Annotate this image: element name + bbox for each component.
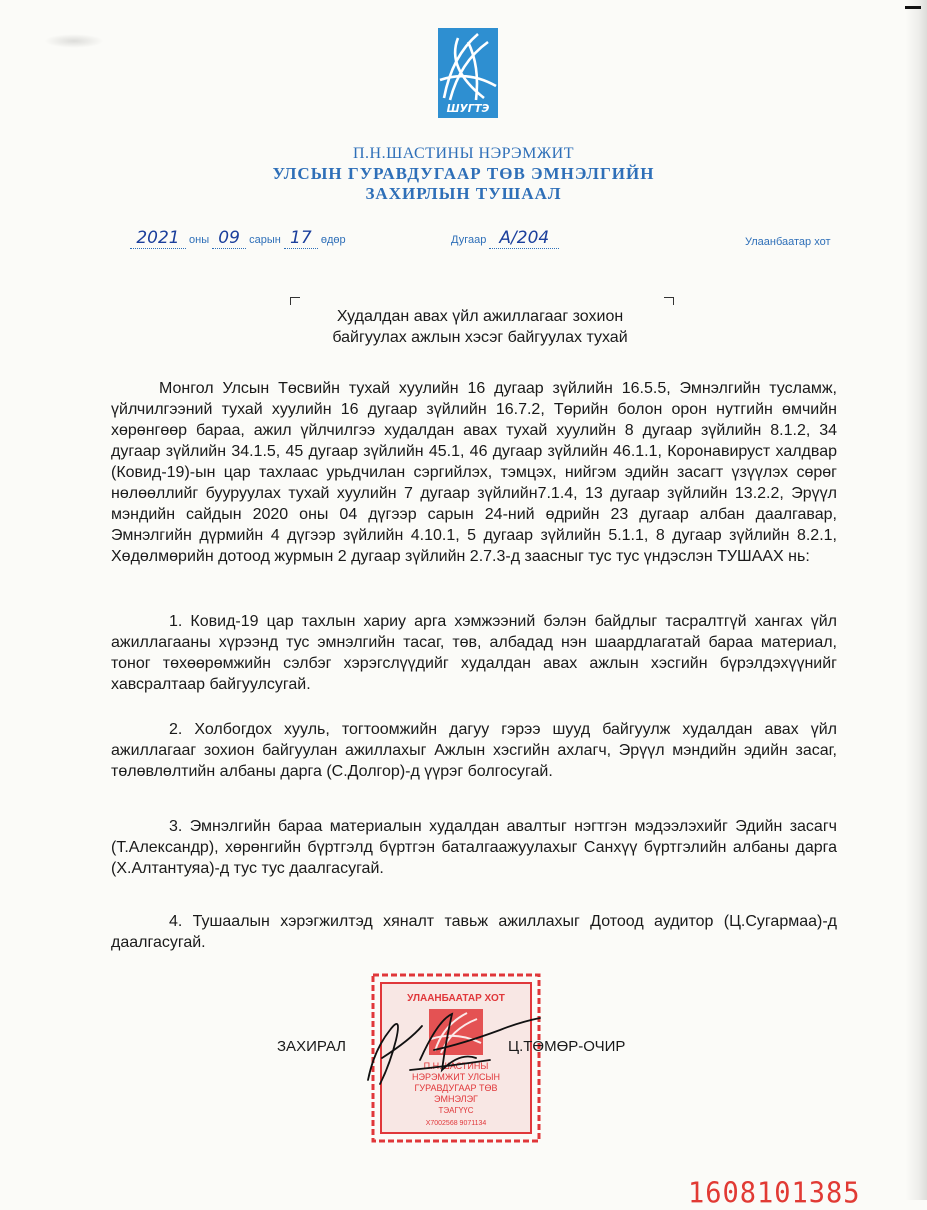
document-title: [300, 306, 660, 348]
header-line3: ЗАХИРЛЫН ТУШААЛ: [365, 184, 562, 203]
scan-smudge: [44, 34, 104, 48]
date-year-label: оны: [189, 234, 210, 246]
stamp-line2: НЭРЭМЖИТ УЛСЫН: [411, 1072, 501, 1082]
header-line2: УЛСЫН ГУРАВДУГААР ТӨВ ЭМНЭЛГИЙН: [272, 164, 655, 183]
date-block: [130, 228, 349, 249]
stamp-line5: ТЭАГҮҮС: [438, 1106, 474, 1115]
handwritten-signature: [350, 1000, 550, 1090]
order-item-1: 1. Ковид-19 цар тахлын хариу арга хэмжээний бэлэн байдлыг тасралтгүй хангах үйл ажиллагааны хүрээнд тус эмнэлгийн тасаг, төв, албадад нэн шаардлагатай бараа материал, тоног төхөөрөмжийн сэлбэг хэрэгслүүдийг худалдан авах ажлын хэсгийн бүрэлдэхүүнийг хавсралтаар байгуулсугай.: [111, 613, 837, 693]
signatory-name: Ц.ТӨМӨР-ОЧИР: [508, 1038, 626, 1055]
title-bracket-right: [664, 297, 674, 305]
order-number: А/204: [489, 228, 559, 249]
order-item-3: 3. Эмнэлгийн бараа материалын худалдан авалтыг нэгтгэн мэдээлэхийг Эдийн засагч (Т.Александр), хөрөнгийн бүртгэлд бүртгэн баталгаажуулахыг Санхүү бүртгэлийн албаны дарга (Х.Алтантуяа)-д тус тус даалгасугай.: [111, 818, 837, 877]
preamble-paragraph: Монгол Улсын Төсвийн тухай хуулийн 16 дугаар зүйлийн 16.5.5, Эмнэлгийн тусламж, үйлчилгээний тухай хуулийн 16 дугаар зүйлийн 16.7.2, Төрийн болон орон нутгийн өмчийн хөрөнгөөр бараа, ажил үйлчилгээ худалдан авах тухай хуулийн 8 дугаар зүйлийн 8.1.2, 34 дугаар зүйлийн 34.1.5, 45 дугаар зүйлийн 45.1, 46 дугаар зүйлийн 46.1.1, Коронавируст халдвар (Ковид-19)-ын цар тахлаас урьдчилан сэргийлэх, тэмцэх, нийгэм эдийн засагт үзүүлэх сөрөг нөлөөллийг бууруулах тухай хуулийн 7 дугаар зүйлийн7.1.4, 13 дугаар зүйлийн 13.2.2, Эрүүл мэндийн сайдын 2020 оны 04 дүгээр сарын 24-ний өдрийн 23 дугаар албан даалгавар, Эмнэлгийн дүрмийн 4 дүгээр зүйлийн 4.10.1, 5 дугаар зүйлийн 5.1.1, 8 дугаар зүйлийн 8.2.1, Хөдөлмөрийн дотоод журмын 2 дугаар зүйлийн 2.7.3-д заасныг тус тус үндэслэн ТУШААХ нь:: [111, 380, 837, 565]
hospital-logo: [438, 28, 498, 118]
date-day: 17: [284, 228, 318, 249]
title-line2: байгуулах ажлын хэсэг байгуулах тухай: [332, 329, 628, 346]
stamp-line1: П.Н.ШАСТИНЫ: [423, 1061, 489, 1071]
date-day-label: өдөр: [320, 234, 346, 246]
city-label: Улаанбаатар хот: [745, 236, 831, 248]
header-line1: П.Н.ШАСТИНЫ НЭРЭМЖИТ: [353, 145, 574, 162]
signatory-title: ЗАХИРАЛ: [277, 1038, 347, 1055]
stamp-top-text: УЛААНБААТАР ХОТ: [407, 993, 505, 1004]
logo-text: ШУГТЭ: [446, 103, 490, 115]
stamp-line3: ГУРАВДУГААР ТӨВ: [414, 1083, 498, 1093]
order-item-2: 2. Холбогдох хууль, тогтоомжийн дагуу гэрээ шууд байгуулж худалдан авах үйл ажиллагааг зохион байгуулан ажиллахыг Ажлын хэсгийн ахлагч, Эрүүл мэндийн эдийн засаг, төлөвлөлтийн албаны дарга (С.Долгор)-д үүрэг болгосугай.: [111, 721, 837, 780]
date-month: 09: [212, 228, 246, 249]
corner-mark: [905, 6, 921, 9]
order-number-block: [448, 228, 559, 249]
order-number-label: Дугаар: [451, 234, 487, 246]
date-year: 2021: [130, 228, 186, 249]
stamp-line4: ЭМНЭЛЭГ: [434, 1094, 478, 1104]
order-item-4: 4. Тушаалын хэрэгжилтэд хяналт тавьж ажиллахыг Дотоод аудитор (Ц.Сугармаа)-д даалгасугай.: [111, 913, 837, 951]
date-month-label: сарын: [249, 234, 281, 246]
title-bracket-left: [290, 297, 300, 305]
serial-number: 1608101385: [688, 1177, 861, 1210]
stamp-line6: Х7002568 9071134: [425, 1120, 487, 1127]
title-line1: Худалдан авах үйл ажиллагааг зохион: [336, 308, 624, 325]
